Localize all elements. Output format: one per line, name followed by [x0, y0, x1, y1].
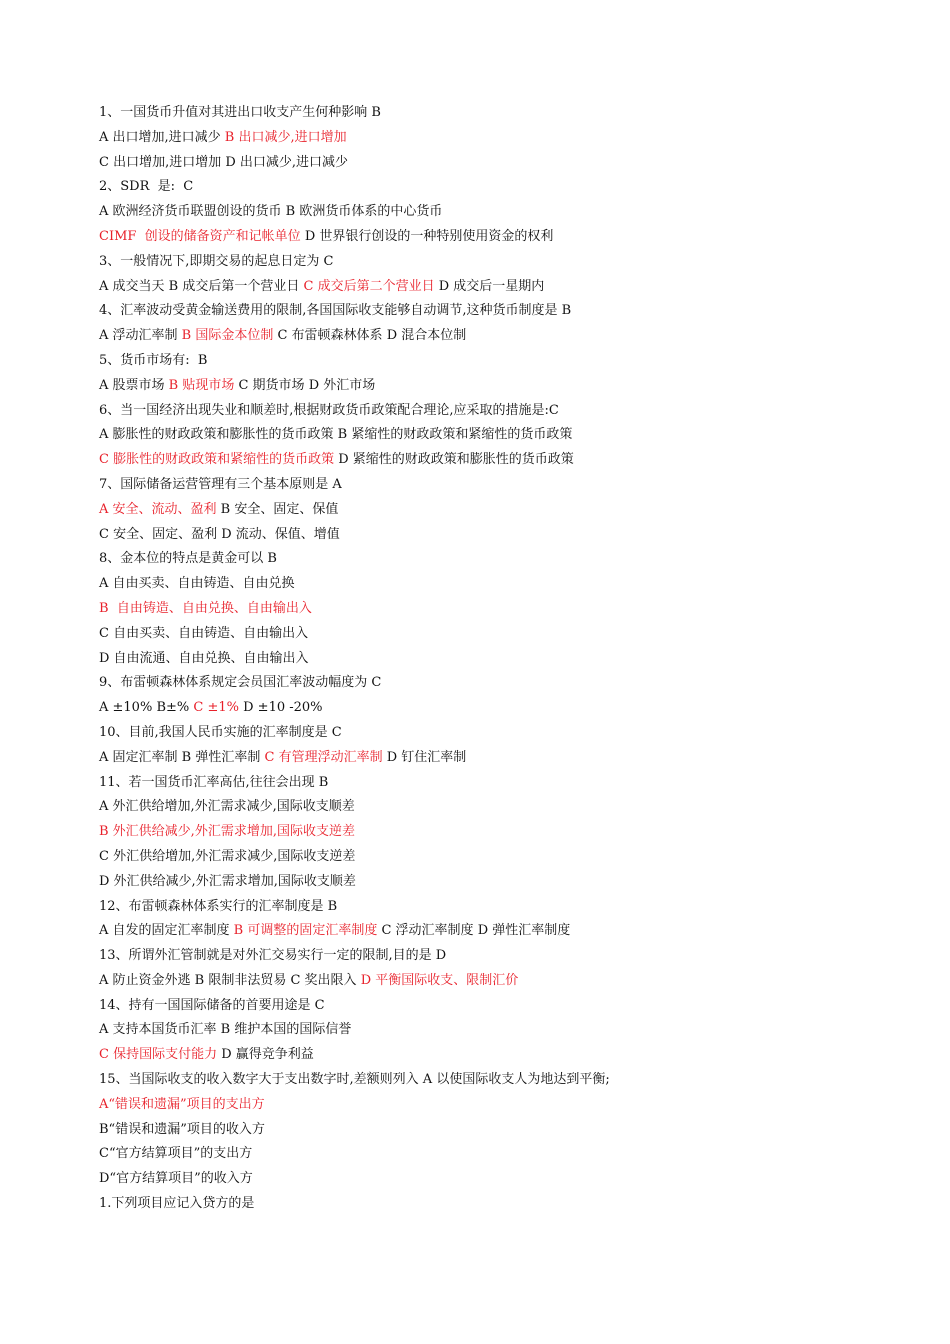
- text-line-18: [99, 523, 899, 548]
- text-segment: D 自由流通、自由兑换、自由输出入: [99, 650, 309, 666]
- highlighted-answer: C 成交后第二个营业日: [303, 278, 435, 294]
- text-segment: D 外汇供给减少,外汇需求增加,国际收支顺差: [99, 873, 356, 889]
- text-line-2: [99, 126, 899, 151]
- text-line-8: [99, 275, 899, 300]
- text-segment: C“官方结算项目”的支出方: [99, 1146, 253, 1162]
- text-line-38: [99, 1018, 899, 1043]
- text-segment: A 自发的固定汇率制度: [99, 923, 234, 939]
- text-segment: D ±10 -20%: [238, 700, 323, 716]
- text-segment: 10、目前,我国人民币实施的汇率制度是 C: [99, 724, 342, 740]
- highlighted-answer: C ±1%: [193, 700, 239, 716]
- highlighted-answer: B 国际金本位制: [181, 328, 274, 344]
- text-segment: A 防止资金外逃 B 限制非法贸易 C 奖出限入: [99, 972, 361, 988]
- text-segment: A 自由买卖、自由铸造、自由兑换: [99, 576, 295, 592]
- text-line-29: [99, 795, 899, 820]
- text-segment: A 成交当天 B 成交后第一个营业日: [99, 278, 304, 294]
- text-segment: D 赢得竞争利益: [217, 1047, 314, 1063]
- text-line-37: [99, 994, 899, 1019]
- text-line-28: [99, 771, 899, 796]
- highlighted-answer: D 平衡国际收支、限制汇价: [360, 972, 519, 988]
- text-line-1: [99, 101, 899, 126]
- document-page: [99, 101, 899, 1217]
- text-segment: D“官方结算项目”的收入方: [99, 1171, 253, 1187]
- text-segment: 12、布雷顿森林体系实行的汇率制度是 B: [99, 898, 338, 914]
- highlighted-answer: CIMF 创设的储备资产和记帐单位: [99, 228, 305, 244]
- text-segment: 3、一般情况下,即期交易的起息日定为 C: [99, 253, 334, 269]
- text-line-9: [99, 299, 899, 324]
- text-line-25: [99, 696, 899, 721]
- text-line-41: [99, 1093, 899, 1118]
- text-segment: 2、SDR 是: C: [99, 179, 194, 195]
- text-line-35: [99, 944, 899, 969]
- text-segment: 13、所谓外汇管制就是对外汇交易实行一定的限制,目的是 D: [99, 948, 447, 964]
- text-line-33: [99, 895, 899, 920]
- text-segment: C 自由买卖、自由铸造、自由输出入: [99, 625, 309, 641]
- text-line-24: [99, 671, 899, 696]
- highlighted-answer: B 外汇供给减少,外汇需求增加,国际收支逆差: [99, 824, 355, 840]
- text-line-7: [99, 250, 899, 275]
- text-line-3: [99, 151, 899, 176]
- text-segment: B 安全、固定、保值: [216, 501, 339, 517]
- text-segment: D 紧缩性的财政政策和膨胀性的货币政策: [334, 452, 574, 468]
- text-segment: A 外汇供给增加,外汇需求减少,国际收支顺差: [99, 799, 355, 815]
- text-line-14: [99, 423, 899, 448]
- text-line-36: [99, 969, 899, 994]
- text-line-42: [99, 1118, 899, 1143]
- text-line-17: [99, 498, 899, 523]
- text-line-44: [99, 1167, 899, 1192]
- text-segment: 5、货币市场有: B: [99, 352, 208, 368]
- text-line-5: [99, 200, 899, 225]
- text-segment: C 布雷顿森林体系 D 混合本位制: [273, 328, 467, 344]
- text-line-19: [99, 547, 899, 572]
- text-segment: A 出口增加,进口减少: [99, 129, 225, 145]
- text-segment: B“错误和遗漏”项目的收入方: [99, 1121, 265, 1137]
- text-line-22: [99, 622, 899, 647]
- text-segment: 8、金本位的特点是黄金可以 B: [99, 551, 277, 567]
- text-segment: A 浮动汇率制: [99, 328, 182, 344]
- text-segment: A 欧洲经济货币联盟创设的货币 B 欧洲货币体系的中心货币: [99, 204, 443, 220]
- text-segment: 1、一国货币升值对其进出口收支产生何种影响 B: [99, 105, 381, 120]
- text-line-6: [99, 225, 899, 250]
- text-segment: A 膨胀性的财政政策和膨胀性的货币政策 B 紧缩性的财政政策和紧缩性的货币政策: [99, 427, 573, 443]
- highlighted-answer: B 自由铸造、自由兑换、自由输出入: [99, 600, 312, 616]
- highlighted-answer: B 出口减少,进口增加: [224, 129, 347, 145]
- highlighted-answer: B 可调整的固定汇率制度: [233, 923, 378, 939]
- text-line-12: [99, 374, 899, 399]
- text-line-10: [99, 324, 899, 349]
- text-segment: D 世界银行创设的一种特别使用资金的权利: [304, 228, 554, 244]
- text-line-15: [99, 448, 899, 473]
- text-line-11: [99, 349, 899, 374]
- text-line-23: [99, 647, 899, 672]
- text-segment: C 出口增加,进口增加 D 出口减少,进口减少: [99, 154, 349, 170]
- text-segment: D 钉住汇率制: [382, 749, 467, 765]
- text-line-21: [99, 597, 899, 622]
- text-line-32: [99, 870, 899, 895]
- text-segment: 6、当一国经济出现失业和顺差时,根据财政货币政策配合理论,应采取的措施是:C: [99, 402, 559, 418]
- text-line-31: [99, 845, 899, 870]
- text-segment: 15、当国际收支的收入数字大于支出数字时,差额则列入 A 以使国际收支人为地达到平衡;: [99, 1072, 610, 1088]
- text-segment: C 浮动汇率制度 D 弹性汇率制度: [377, 923, 571, 939]
- text-segment: C 外汇供给增加,外汇需求减少,国际收支逆差: [99, 848, 356, 864]
- text-segment: D 成交后一星期内: [434, 278, 545, 294]
- text-segment: 7、国际储备运营管理有三个基本原则是 A: [99, 476, 342, 492]
- highlighted-answer: C 膨胀性的财政政策和紧缩性的货币政策: [99, 452, 335, 468]
- text-line-26: [99, 721, 899, 746]
- text-line-13: [99, 399, 899, 424]
- text-line-43: [99, 1142, 899, 1167]
- highlighted-answer: C 有管理浮动汇率制: [264, 749, 383, 765]
- text-line-16: [99, 473, 899, 498]
- text-line-39: [99, 1043, 899, 1068]
- highlighted-answer: B 贴现市场: [168, 377, 235, 393]
- text-line-45: [99, 1192, 899, 1217]
- text-segment: 1.下列项目应记入贷方的是: [99, 1196, 255, 1212]
- text-segment: A 支持本国货币汇率 B 维护本国的国际信誉: [99, 1022, 352, 1038]
- text-line-40: [99, 1068, 899, 1093]
- text-line-20: [99, 572, 899, 597]
- text-line-4: [99, 175, 899, 200]
- text-line-30: [99, 820, 899, 845]
- text-line-34: [99, 919, 899, 944]
- text-segment: 14、持有一国国际储备的首要用途是 C: [99, 997, 325, 1013]
- text-segment: A 股票市场: [99, 377, 169, 393]
- highlighted-answer: A“错误和遗漏”项目的支出方: [99, 1096, 265, 1112]
- text-segment: 4、汇率波动受黄金输送费用的限制,各国国际收支能够自动调节,这种货币制度是 B: [99, 303, 572, 319]
- text-segment: A ±10% B±%: [99, 700, 194, 716]
- text-line-27: [99, 746, 899, 771]
- text-segment: 11、若一国货币汇率高估,往往会出现 B: [99, 774, 329, 790]
- highlighted-answer: A 安全、流动、盈利: [99, 501, 217, 517]
- highlighted-answer: C 保持国际支付能力: [99, 1047, 218, 1063]
- text-segment: A 固定汇率制 B 弹性汇率制: [99, 749, 265, 765]
- text-segment: C 安全、固定、盈利 D 流动、保值、增值: [99, 526, 340, 542]
- text-segment: C 期货市场 D 外汇市场: [234, 377, 376, 393]
- text-segment: 9、布雷顿森林体系规定会员国汇率波动幅度为 C: [99, 675, 382, 691]
